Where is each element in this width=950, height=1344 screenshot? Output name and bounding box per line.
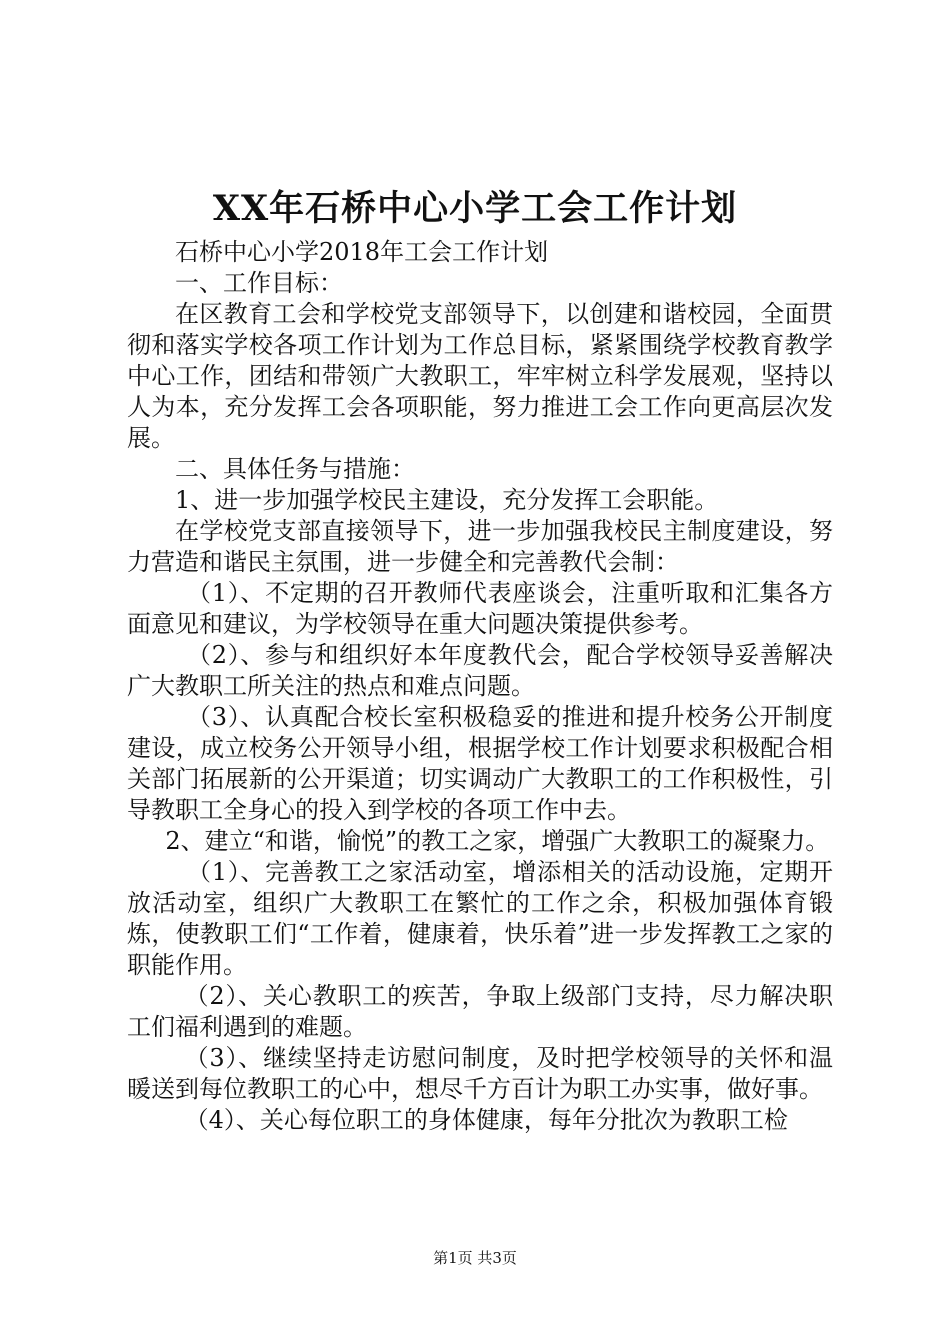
paragraph-task-1-item-3: （3）、认真配合校长室积极稳妥的推进和提升校务公开制度建设，成立校务公开领导小组，根据学校工作计划要求积极配合相关部门拓展新的公开渠道；切实调动广大教职工的工作积极性，引导教职工全身心的投入到学校的各项工作中去。 — [127, 703, 833, 824]
page-number: 第1页 共3页 — [433, 1249, 517, 1267]
task-heading-2: 2、建立“和谐，愉悦”的教工之家，增强广大教职工的凝聚力。 — [165, 827, 830, 855]
paragraph-task-2-item-2: （2）、关心教职工的疾苦，争取上级部门支持，尽力解决职工们福利遇到的难题。 — [127, 982, 833, 1041]
paragraph-task-2-item-4: （4）、关心每位职工的身体健康，每年分批次为教职工检 — [184, 1106, 788, 1134]
section-heading-tasks: 二、具体任务与措施： — [175, 455, 415, 483]
task-heading-1: 1、进一步加强学校民主建设，充分发挥工会职能。 — [175, 486, 719, 514]
document-body — [127, 237, 833, 1136]
section-heading-goals: 一、工作目标： — [175, 269, 343, 297]
paragraph-task-1-item-1: （1）、不定期的召开教师代表座谈会，注重听取和汇集各方面意见和建议，为学校领导在重大问题决策提供参考。 — [127, 579, 833, 638]
paragraph-task-2-item-1: （1）、完善教工之家活动室，增添相关的活动设施，定期开放活动室，组织广大教职工在繁忙的工作之余，积极加强体育锻炼，使教职工们“工作着，健康着，快乐着”进一步发挥教工之家的职能作用。 — [127, 858, 833, 979]
document-title: XX年石桥中心小学工会工作计划 — [212, 188, 738, 229]
paragraph-task-2-item-3: （3）、继续坚持走访慰问制度，及时把学校领导的关怀和温暖送到每位教职工的心中，想尽千方百计为职工办实事，做好事。 — [127, 1044, 833, 1103]
paragraph-task-1: 在学校党支部直接领导下，进一步加强我校民主制度建设，努力营造和谐民主氛围，进一步健全和完善教代会制： — [127, 517, 833, 576]
paragraph-goals: 在区教育工会和学校党支部领导下，以创建和谐校园，全面贯彻和落实学校各项工作计划为工作总目标，紧紧围绕学校教育教学中心工作，团结和带领广大教职工，牢牢树立科学发展观，坚持以人为本，充分发挥工会各项职能，努力推进工会工作向更高层次发展。 — [127, 300, 833, 452]
subtitle-paragraph: 石桥中心小学2018年工会工作计划 — [175, 238, 549, 266]
paragraph-task-1-item-2: （2）、参与和组织好本年度教代会，配合学校领导妥善解决广大教职工所关注的热点和难点问题。 — [127, 641, 833, 700]
